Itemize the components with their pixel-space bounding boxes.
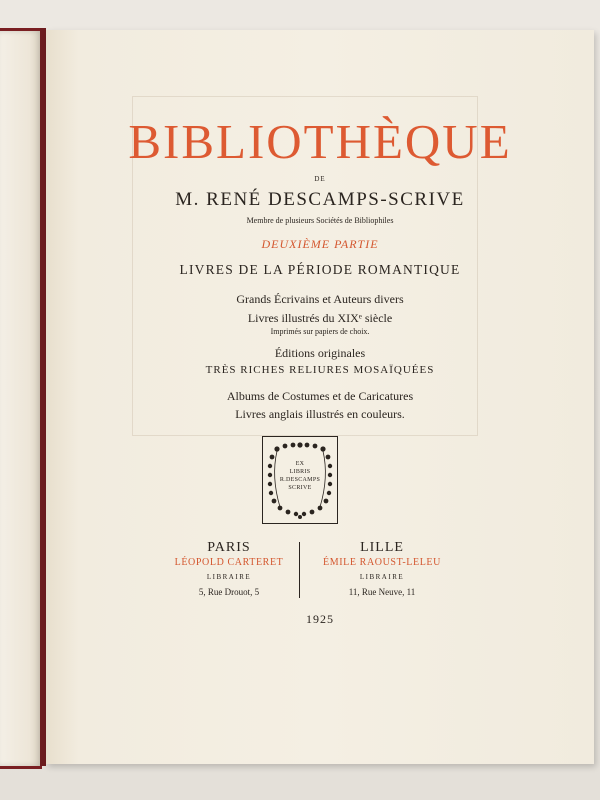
ex-libris-stamp [262,436,338,524]
left-publisher-address: 5, Rue Drouot, 5 [198,587,260,597]
line-editions-originales: Éditions originales [274,346,366,360]
right-publisher-role: LIBRAIRE [359,573,405,581]
right-city: LILLE [360,540,404,555]
ex-libris-line-3: R.DESCAMPS [279,477,321,483]
preposition-de: DE [314,175,326,183]
book-cover-left [0,28,42,769]
part-label: DEUXIÈME PARTIE [261,237,379,251]
line-livres-illustres: Livres illustrés du XIXᵉ siècle [247,311,393,325]
line-livres-anglais: Livres anglais illustrés en couleurs. [235,407,405,421]
book-title: BIBLIOTHÈQUE [128,114,512,169]
ex-libris-text [275,460,325,492]
publication-year: 1925 [306,612,334,626]
left-city: PARIS [207,540,251,555]
line-imprimes: Imprimés sur papiers de choix. [270,327,370,336]
line-reliures: TRÈS RICHES RELIURES MOSAÏQUÉES [205,364,435,376]
line-albums: Albums de Costumes et de Caricatures [226,389,414,403]
section-title: LIVRES DE LA PÉRIODE ROMANTIQUE [179,262,461,277]
author-name: M. RENÉ DESCAMPS-SCRIVE [175,189,465,210]
ex-libris-line-2: LIBRIS [289,469,311,475]
right-publisher-name: ÉMILE RAOUST-LELEU [323,557,441,568]
ex-libris-line-4: SCRIVE [288,485,312,491]
left-publisher-role: LIBRAIRE [206,573,252,581]
publisher-divider [299,542,300,598]
line-grands-ecrivains: Grands Écrivains et Auteurs divers [236,292,404,306]
ex-libris-line-1: EX [295,461,305,467]
left-publisher-name: LÉOPOLD CARTERET [174,557,284,568]
right-publisher-address: 11, Rue Neuve, 11 [348,587,416,597]
member-line: Membre de plusieurs Sociétés de Bibliophiles [246,216,394,225]
